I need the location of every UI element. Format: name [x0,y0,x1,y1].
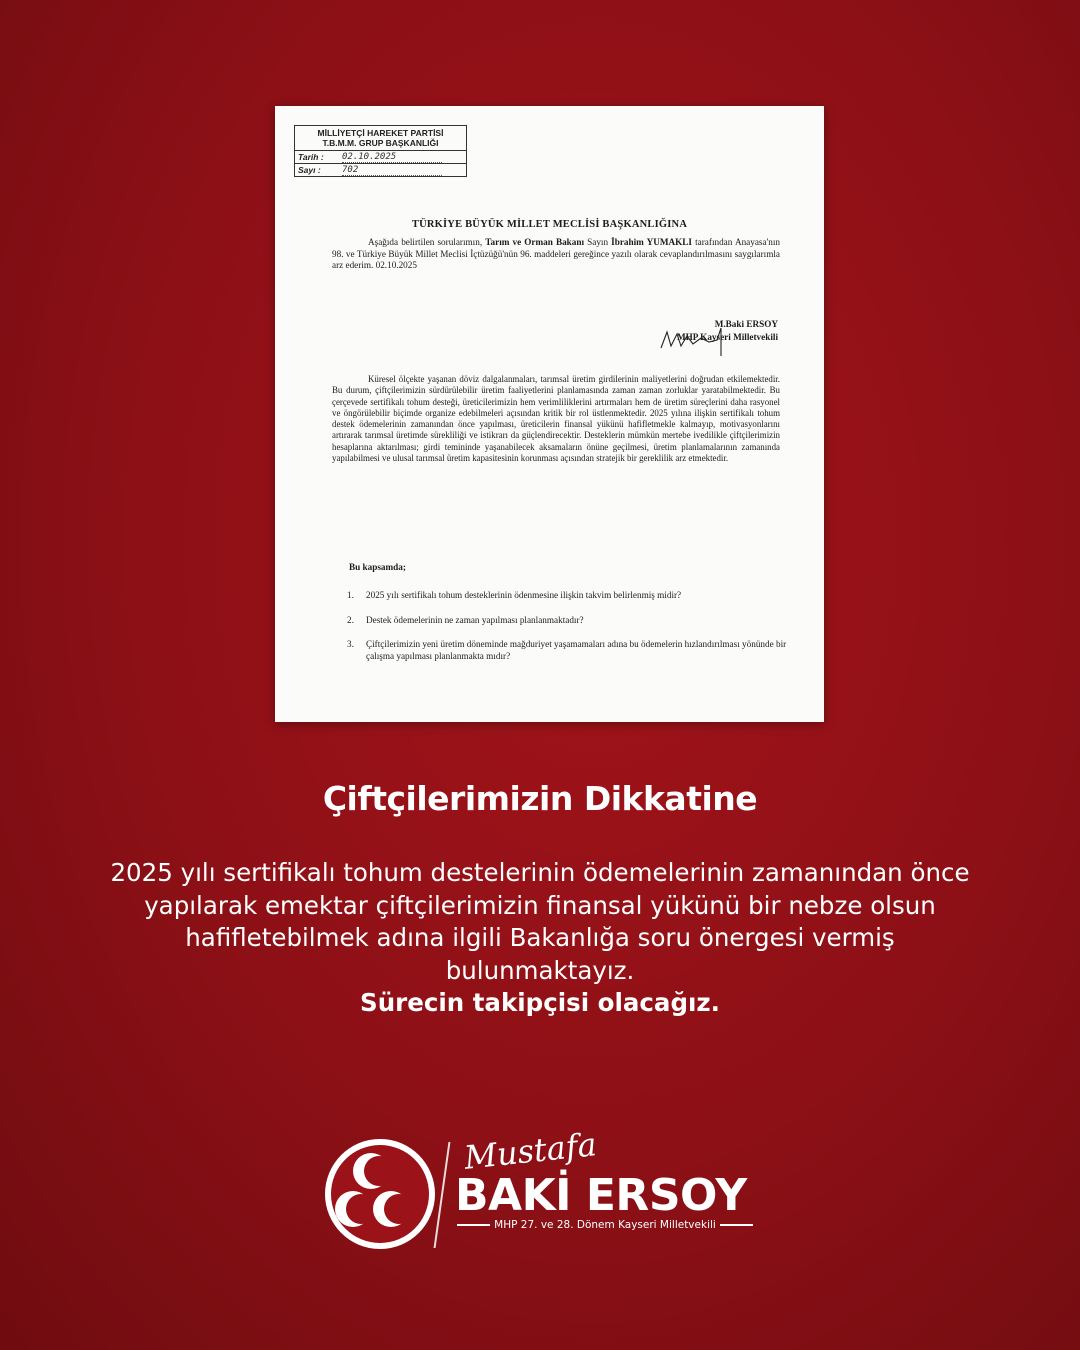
crescents-logo-icon [324,1138,436,1250]
headline: Çiftçilerimizin Dikkatine [322,779,758,818]
question-number: 1. [347,590,354,600]
signer-name: M.Baki ERSOY [714,319,778,329]
question-list [347,590,787,675]
document-scan [275,106,824,722]
intro-lead: Aşağıda belirtilen sorularımın, [368,237,486,247]
signer-title: MHP Kayseri Milletvekili [676,332,778,342]
document-title: TÜRKİYE BÜYÜK MİLLET MECLİSİ BAŞKANLIĞINA [411,219,688,230]
caption [100,857,980,1020]
question-number: 3. [347,639,354,649]
stamp-header [295,126,466,151]
intro-name: İbrahim YUMAKLI [611,237,693,247]
intro-paragraph [332,237,780,272]
subtitle-rule-left [457,1224,490,1226]
stamp-date-value: 02.10.2025 [342,151,442,163]
question-item [347,615,787,627]
stamp-line-1: MİLLİYETÇİ HAREKET PARTİSİ [317,128,444,138]
caption-strong: Sürecin takipçisi olacağız. [360,988,720,1017]
subtitle-rule-right [720,1224,753,1226]
footer-divider [434,1142,451,1248]
intro-mid: Sayın [584,237,612,247]
party-stamp [294,125,467,177]
brand-subtitle-text: MHP 27. ve 28. Dönem Kayseri Milletvekili [494,1219,716,1231]
stamp-number-row [295,163,466,176]
intro-minister: Tarım ve Orman Bakanı [485,237,585,247]
stamp-date-row [295,151,466,163]
stamp-date-label: Tarih : [298,152,324,162]
question-item [347,590,787,602]
question-number: 2. [347,614,354,625]
caption-text: 2025 yılı sertifikalı tohum destelerinin ödemelerinin zamanından önce yapılarak emektar çiftçilerimizin finansal yükünü bir nebze olsun hafifletebilmek adına ilgili Bakanlığa soru önergesi vermiş bulunmaktayız. [110,858,970,985]
question-text: Destek ödemelerinin ne zaman yapılması planlanmaktadır? [366,614,584,625]
question-item [347,639,787,662]
intro-rest: tarafından Anayasa'nın 98. ve Türkiye Büyük Millet Meclisi İçtüzüğü'nün 96. maddeleri gereğince yazılı olarak cevaplandırılmasını saygılarımla arz ederim. 02.10.2025 [332,237,780,271]
brand-subtitle [457,1219,753,1231]
stamp-number-label: Sayı : [298,165,321,175]
section-title: Bu kapsamda; [349,562,406,572]
question-text: 2025 yılı sertifikalı tohum desteklerinin ödenmesine ilişkin takvim belirlenmiş midir? [366,590,682,600]
brand-script-name: Mustafa [462,1125,599,1177]
stamp-number-value: 702 [342,164,442,176]
signature-scribble [657,324,737,358]
body-paragraph: Küresel ölçekte yaşanan döviz dalgalanmaları, tarımsal üretim girdilerinin maliyetlerini doğrudan etkilemektedir. Bu durum, çiftçilerimizin sürdürülebilir üretim faaliyetlerini planlamasında zaman zaman zorluklar yaratabilmektedir. Bu çerçevede sertifikalı tohum desteği, üreticilerimizin hem verimliliklerini artırmaları hem de üretim süreçlerini daha rasyonel ve öngörülebilir biçimde organize edebilmeleri açısından kritik bir rol üstlenmektedir. 2025 yılına ilişkin sertifikalı tohum destek ödemelerinin zamanından önce yapılması, üreticilerin finansal yükünü hafifletmekle kalmayıp, motivasyonlarını artırarak tarımsal üretimde sürekliliği ve istikrarı da güçlendirecektir. Desteklerin mümkün mertebe ivedilikle çiftçilerimizin hesaplarına aktarılması; girdi temininde yaşanabilecek aksamaların önüne geçilmesi, üretim planlamalarının zamanında yapılabilmesi ve ulusal tarımsal üretim kapasitesinin korunması açısından stratejik bir gereklilik arz etmektedir. [332,374,780,464]
stamp-line-2: T.B.M.M. GRUP BAŞKANLIĞI [322,138,439,148]
question-text: Çiftçilerimizin yeni üretim döneminde mağduriyet yaşamamaları adına bu ödemelerin hızlandırılması yönünde bir çalışma yapılması planlanmakta mıdır? [366,639,787,661]
brand-name: BAKİ ERSOY [455,1170,747,1221]
